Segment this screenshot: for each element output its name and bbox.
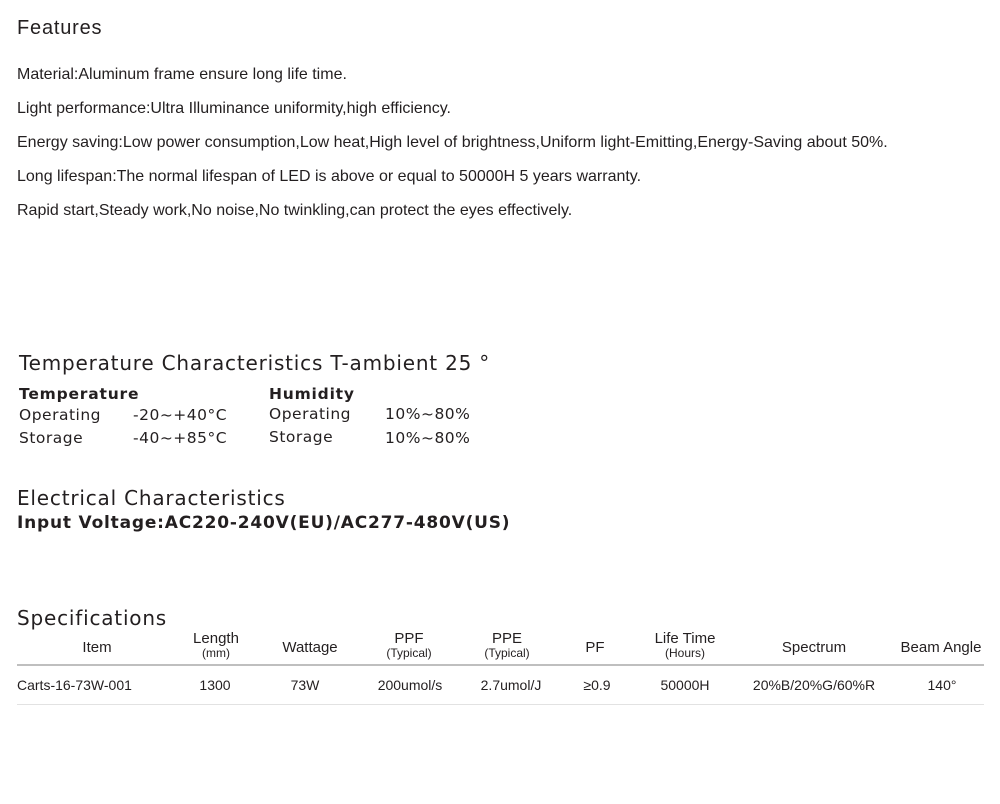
cell-spectrum: 20%B/20%G/60%R [752,677,876,693]
header-pf: PF [585,639,605,656]
cell-life-time: 50000H [660,677,710,693]
electrical-heading: Electrical Characteristics [17,486,286,510]
header-length-unit: (mm) [202,646,230,660]
header-wattage: Wattage [282,639,338,656]
header-beam-angle: Beam Angle [900,639,982,656]
table-row [17,666,984,705]
temperature-group-heading: Temperature [19,385,140,403]
features-heading: Features [17,17,103,39]
humidity-operating-label: Operating [269,405,351,423]
cell-pf: ≥0.9 [583,677,611,693]
header-life-time-sub: (Hours) [664,646,705,660]
header-length-label: Length [193,630,239,647]
temperature-operating-value: -20~+40°C [133,406,228,424]
header-spectrum: Spectrum [781,639,847,656]
header-life-time [644,628,726,659]
temperature-heading: Temperature Characteristics T-ambient 25 ° [19,351,491,375]
cell-item: Carts-16-73W-001 [17,677,132,693]
input-voltage: Input Voltage:AC220-240V(EU)/AC277-480V(US) [17,513,511,533]
header-item: Item [82,639,112,656]
cell-ppe: 2.7umol/J [480,677,542,693]
cell-length: 1300 [199,677,231,693]
humidity-group-heading: Humidity [269,385,355,403]
header-ppe-sub: (Typical) [484,646,530,660]
temperature-operating-label: Operating [19,406,101,424]
header-life-time-label: Life Time [654,630,716,647]
cell-ppf: 200umol/s [377,677,443,693]
humidity-operating-value: 10%~80% [385,405,471,423]
header-length [177,628,255,659]
specifications-table-header [17,628,984,666]
humidity-storage-label: Storage [269,428,334,446]
feature-long-lifespan: Long lifespan:The normal lifespan of LED is above or equal to 50000H 5 years warranty. [17,168,642,185]
header-ppf-label: PPF [394,630,424,647]
temperature-storage-label: Storage [19,429,84,447]
specifications-table [17,628,984,705]
humidity-storage-value: 10%~80% [385,429,471,447]
specifications-heading: Specifications [17,606,168,630]
temperature-storage-value: -40~+85°C [133,429,228,447]
header-ppe-label: PPE [491,630,522,647]
header-ppf [369,628,449,659]
cell-beam-angle: 140° [927,677,957,693]
header-ppe [467,628,547,659]
feature-rapid-start: Rapid start,Steady work,No noise,No twinkling,can protect the eyes effectively. [17,202,573,219]
cell-wattage: 73W [290,677,320,693]
feature-material: Material:Aluminum frame ensure long life time. [17,66,347,83]
feature-light-performance: Light performance:Ultra Illuminance uniformity,high efficiency. [17,100,451,117]
feature-energy-saving: Energy saving:Low power consumption,Low heat,High level of brightness,Uniform light-Emitting,Energy-Saving about 50%. [17,134,888,151]
header-ppf-sub: (Typical) [386,646,432,660]
